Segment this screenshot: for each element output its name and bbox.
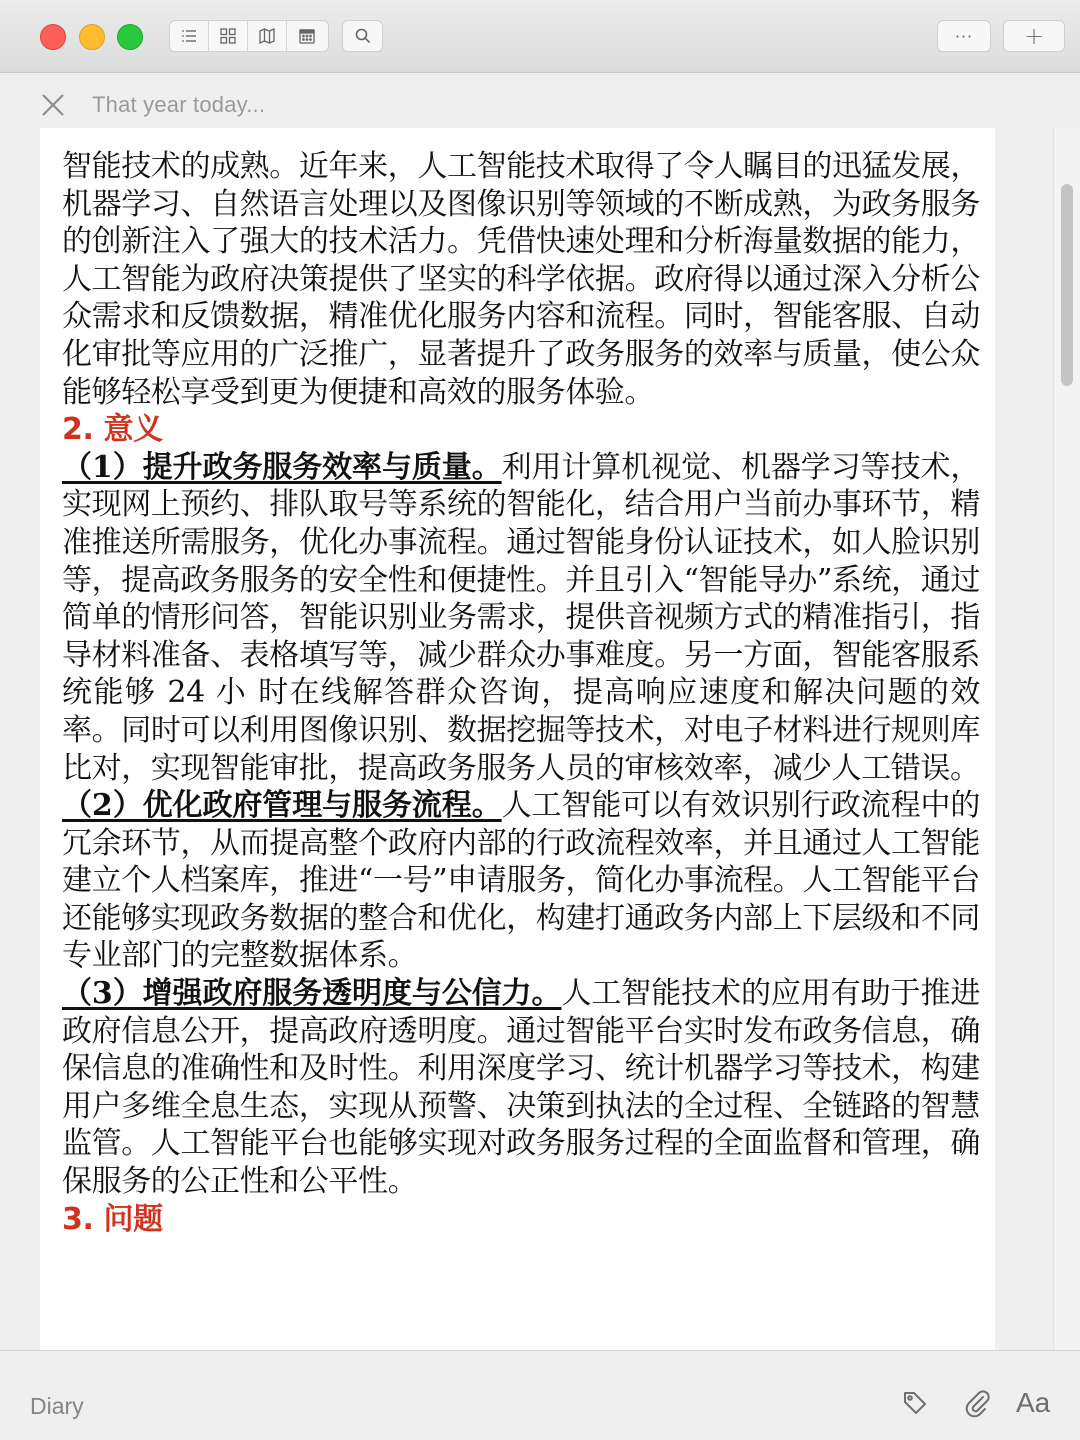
calendar-icon	[298, 27, 316, 45]
attachment-icon[interactable]	[962, 1388, 992, 1418]
add-entry-button[interactable]	[1003, 20, 1065, 52]
list-icon	[180, 27, 198, 45]
more-button[interactable]	[937, 20, 991, 52]
add-label: +	[1023, 22, 1045, 50]
entry-title-input[interactable]: That year today...	[92, 92, 266, 117]
scroll-thumb[interactable]	[1061, 184, 1073, 386]
entry-body[interactable]	[40, 128, 995, 1350]
document-text	[62, 148, 980, 1238]
window-titlebar	[0, 0, 1080, 73]
grid-view-button[interactable]	[209, 21, 248, 51]
item-body: 利用计算机视觉、机器学习等技术，实现网上预约、排队取号等系统的智能化，结合用户当前办事环节，精准推送所需服务，优化办事流程。通过智能身份认证技术，如人脸识别等，提高政务服务的安全性和便捷性。并且引入“智能导办”系统，通过简单的情形问答，智能识别业务需求，提供音视频方式的精准指引，指导材料准备、表格填写等，减少群众办事难度。另一方面，智能客服系统能够 24 小 时在线解答群众咨询，提高响应速度和解决问题的效率。同时可以利用图像识别、数据挖掘等技术，对电子材料进行规则库比对，实现智能审批，提高政务服务人员的审核效率，减少人工错误。	[62, 449, 980, 786]
item-heading: （2）优化政府管理与服务流程。	[62, 788, 502, 824]
search-button[interactable]	[343, 21, 382, 51]
list-item	[62, 449, 980, 787]
close-window-button[interactable]	[40, 24, 66, 50]
minimize-window-button[interactable]	[79, 24, 105, 50]
item-heading: （3）增强政府服务透明度与公信力。	[62, 976, 562, 1012]
more-label: ···	[954, 26, 974, 46]
item-heading: （1）提升政务服务效率与质量。	[62, 449, 502, 485]
map-icon	[258, 27, 276, 45]
grid-icon	[219, 27, 237, 45]
section-heading: 3. 问题	[62, 1201, 163, 1237]
zoom-window-button[interactable]	[117, 24, 143, 50]
search-icon	[354, 27, 372, 45]
list-item	[62, 787, 980, 975]
section-heading: 2. 意义	[62, 412, 163, 448]
close-icon[interactable]	[40, 92, 66, 118]
item-body: 人工智能技术的应用有助于推进政府信息公开，提高政府透明度。通过智能平台实时发布政务信息，确保信息的准确性和及时性。利用深度学习、统计机器学习等技术，构建用户多维全息生态，实现从预警、决策到执法的全过程、全链路的智慧监管。人工智能平台也能够实现对政务服务过程的全面监督和管理，确保服务的公正性和公平性。	[62, 976, 980, 1200]
search-group	[342, 20, 383, 52]
vertical-scrollbar[interactable]	[1053, 128, 1080, 1350]
item-body: 人工智能可以有效识别行政流程中的冗余环节，从而提高整个政府内部的行政流程效率，并且通过人工智能建立个人档案库，推进“一号”申请服务，简化办事流程。人工智能平台还能够实现政务数据的整合和优化，构建打通政务内部上下层级和不同专业部门的完整数据体系。	[62, 788, 980, 974]
map-view-button[interactable]	[248, 21, 287, 51]
calendar-view-button[interactable]	[287, 21, 326, 51]
tag-icon[interactable]	[900, 1388, 930, 1418]
list-view-button[interactable]	[170, 21, 209, 51]
view-switcher	[169, 20, 329, 52]
list-item	[62, 975, 980, 1201]
intro-paragraph: 智能技术的成熟。近年来，人工智能技术取得了令人瞩目的迅猛发展，机器学习、自然语言处理以及图像识别等领域的不断成熟，为政务服务的创新注入了强大的技术活力。凭借快速处理和分析海量数据的能力，人工智能为政府决策提供了坚实的科学依据。政府得以通过深入分析公众需求和反馈数据，精准优化服务内容和流程。同时，智能客服、自动化审批等应用的广泛推广，显著提升了政务服务的效率与质量，使公众能够轻松享受到更为便捷和高效的服务体验。	[62, 149, 980, 410]
journal-selector[interactable]: Diary	[30, 1393, 84, 1419]
font-settings-button[interactable]: Aa	[1016, 1387, 1051, 1418]
